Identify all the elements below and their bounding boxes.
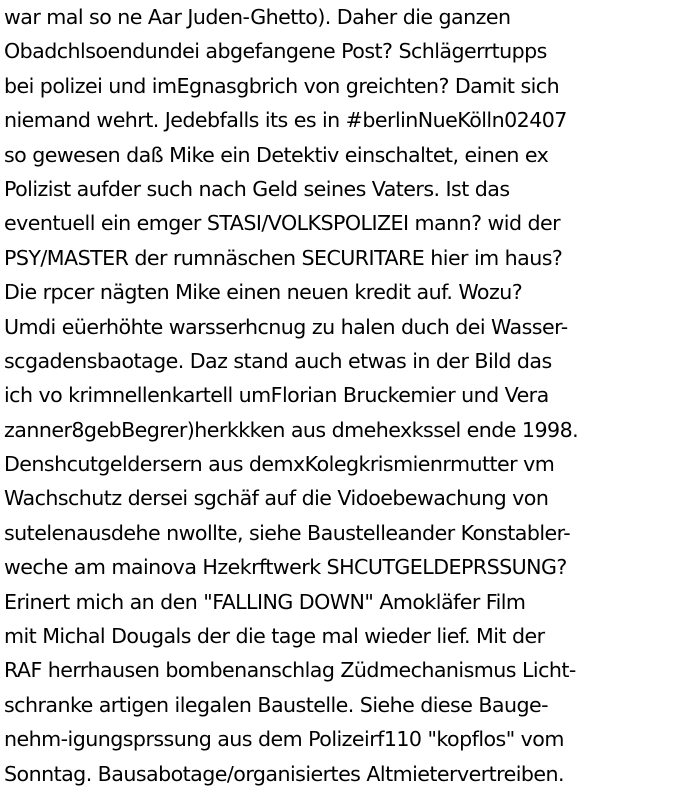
text-line-8: PSY/MASTER der rumnäschen SECURITARE hier im haus? <box>4 245 563 270</box>
text-line-2: Obadchlsoendundei abgefangene Post? Schlägerrtupps <box>4 39 547 64</box>
document-body <box>4 0 682 785</box>
text-line-23: Sonntag. Bausabotage/organisiertes Altmietervertreiben. <box>4 761 565 786</box>
text-line-6: Polizist aufder such nach Geld seines Vaters. Ist das <box>4 176 510 201</box>
text-line-1: war mal so ne Aar Juden-Ghetto). Daher die ganzen <box>4 5 511 29</box>
text-line-19: mit Michal Dougals der die tage mal wieder lief. Mit der <box>4 624 545 649</box>
text-line-16: sutelenausdehe nwollte, siehe Baustelleander Konstabler- <box>4 520 571 545</box>
text-line-22: nehm-igungsprssung aus dem Polizeirf110 "kopflos" vom <box>4 727 564 752</box>
text-line-10: Umdi eüerhöhte warsserhcnug zu halen duch dei Wasser- <box>4 314 568 339</box>
text-line-4: niemand wehrt. Jedebfalls its es in #berlinNueKölln02407 <box>4 108 567 133</box>
text-line-14: Denshcutgeldersern aus demxKolegkrismienrmutter vm <box>4 452 555 477</box>
text-line-20: RAF herrhausen bombenanschlag Züdmechanismus Licht- <box>4 658 576 683</box>
text-line-15: Wachschutz dersei sgchäf auf die Vidoebewachung von <box>4 486 549 511</box>
text-line-7: eventuell ein emger STASI/VOLKSPOLIZEI mann? wid der <box>4 211 561 236</box>
text-line-5: so gewesen daß Mike ein Detektiv einschaltet, einen ex <box>4 142 549 167</box>
text-line-11: scgadensbaotage. Daz stand auch etwas in der Bild das <box>4 348 552 373</box>
text-line-13: zanner8gebBegrer)herkkken aus dmehexkssel ende 1998. <box>4 417 579 442</box>
text-line-9: Die rpcer nägten Mike einen neuen kredit auf. Wozu? <box>4 280 523 305</box>
text-line-12: ich vo krimnellenkartell umFlorian Bruckemier und Vera <box>4 383 549 408</box>
text-line-17: weche am mainova Hzekrftwerk SHCUTGELDEPRSSUNG? <box>4 555 567 580</box>
text-line-21: schranke artigen ilegalen Baustelle. Siehe diese Bauge- <box>4 692 549 717</box>
text-line-3: bei polizei und imEgnasgbrich von greichten? Damit sich <box>4 73 560 98</box>
text-line-18: Erinert mich an den "FALLING DOWN" Amokläfer Film <box>4 589 526 614</box>
